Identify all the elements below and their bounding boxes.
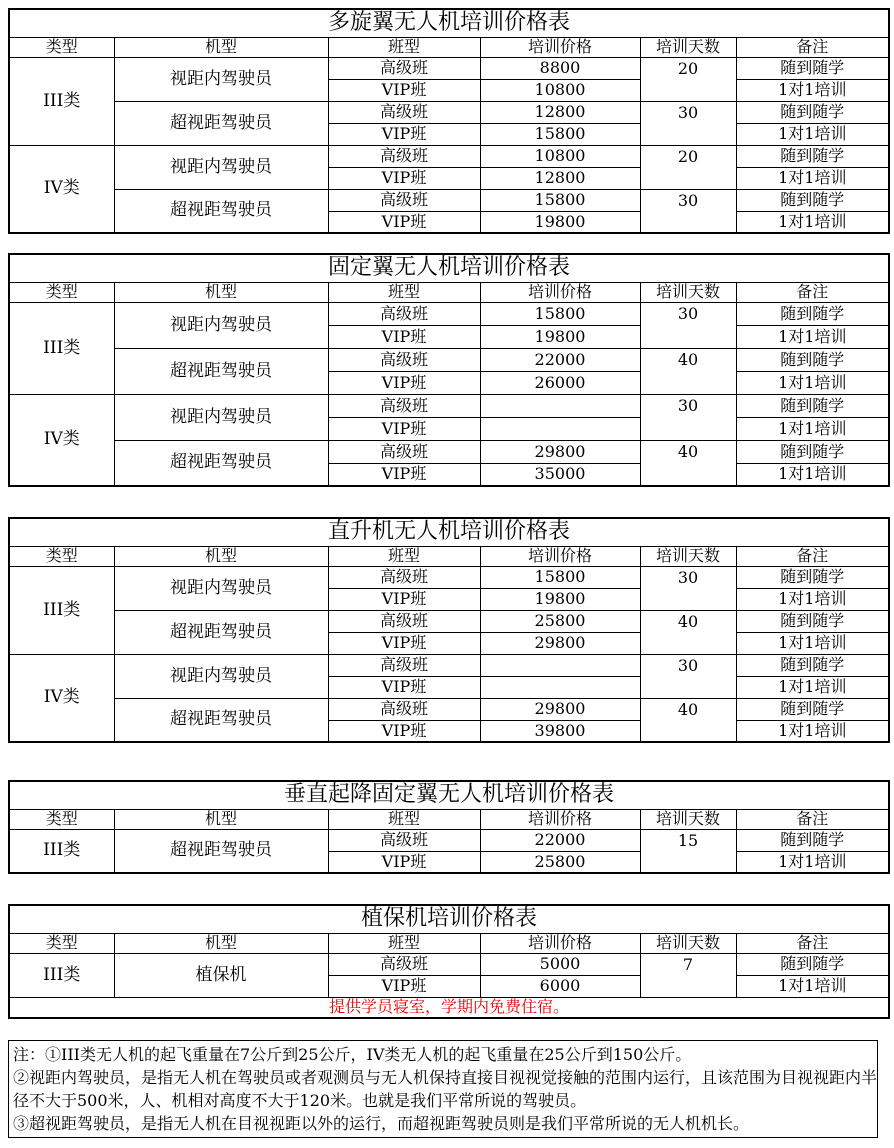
note-cell: 1对1培训	[736, 417, 889, 440]
table-row	[9, 953, 889, 975]
table-row	[9, 348, 889, 371]
note-cell: 随到随学	[736, 610, 889, 632]
price-table-grid	[8, 8, 890, 234]
column-header-class: 班型	[328, 282, 480, 302]
class-cell: 高级班	[328, 101, 480, 123]
table-title: 直升机无人机培训价格表	[9, 518, 889, 546]
table-header-row	[9, 37, 889, 57]
table-row	[9, 394, 889, 417]
class-cell: 高级班	[328, 189, 480, 211]
model-cell: 超视距驾驶员	[114, 189, 328, 233]
price-cell: 12800	[480, 101, 640, 123]
note-cell: 随到随学	[736, 57, 889, 79]
price-cell: 25800	[480, 610, 640, 632]
model-cell: 视距内驾驶员	[114, 566, 328, 610]
note-cell: 随到随学	[736, 101, 889, 123]
days-cell: 40	[640, 610, 736, 654]
column-header-class: 班型	[328, 546, 480, 566]
note-cell: 1对1培训	[736, 463, 889, 486]
price-cell	[480, 654, 640, 676]
column-header-price: 培训价格	[480, 282, 640, 302]
price-cell: 12800	[480, 167, 640, 189]
price-cell: 10800	[480, 79, 640, 101]
days-cell: 40	[640, 440, 736, 486]
note-cell: 1对1培训	[736, 325, 889, 348]
type-cell: III类	[9, 829, 114, 873]
model-cell: 超视距驾驶员	[114, 698, 328, 742]
days-cell: 40	[640, 698, 736, 742]
table-title-row	[9, 518, 889, 546]
price-table-3	[8, 517, 888, 743]
note-cell: 随到随学	[736, 145, 889, 167]
class-cell: 高级班	[328, 348, 480, 371]
days-cell: 30	[640, 302, 736, 348]
note-cell: 1对1培训	[736, 371, 889, 394]
model-cell: 视距内驾驶员	[114, 302, 328, 348]
type-cell: IV类	[9, 394, 114, 486]
note-cell: 随到随学	[736, 654, 889, 676]
days-cell: 7	[640, 953, 736, 997]
column-header-type: 类型	[9, 37, 114, 57]
class-cell: 高级班	[328, 394, 480, 417]
class-cell: VIP班	[328, 371, 480, 394]
table-header-row	[9, 546, 889, 566]
class-cell: VIP班	[328, 975, 480, 997]
column-header-class: 班型	[328, 809, 480, 829]
note-2: ②视距内驾驶员，是指无人机在驾驶员或者观测员与无人机保持直接目视视觉接触的范围内运行，且该范围为目视视距内半径不大于500米，人、机相对高度不大于120米。也就是我们平常所说的驾驶员。	[13, 1068, 878, 1110]
note-cell: 1对1培训	[736, 167, 889, 189]
class-cell: 高级班	[328, 302, 480, 325]
table-title-row	[9, 254, 889, 282]
note-cell: 1对1培训	[736, 123, 889, 145]
table-row	[9, 566, 889, 588]
column-header-class: 班型	[328, 933, 480, 953]
model-cell: 超视距驾驶员	[114, 610, 328, 654]
note-3: ③超视距驾驶员，是指无人机在目视视距以外的运行，而超视距驾驶员则是我们平常所说的无人机机长。	[13, 1114, 750, 1133]
price-cell: 25800	[480, 851, 640, 873]
price-cell	[480, 394, 640, 417]
column-header-price: 培训价格	[480, 809, 640, 829]
price-cell: 6000	[480, 975, 640, 997]
class-cell: 高级班	[328, 566, 480, 588]
column-header-model: 机型	[114, 37, 328, 57]
notice-row	[9, 997, 889, 1018]
price-cell: 29800	[480, 698, 640, 720]
class-cell: VIP班	[328, 588, 480, 610]
price-table-2	[8, 253, 888, 487]
model-cell: 超视距驾驶员	[114, 101, 328, 145]
notes-box	[8, 1040, 878, 1138]
table-header-row	[9, 809, 889, 829]
days-cell: 30	[640, 394, 736, 440]
column-header-price: 培训价格	[480, 546, 640, 566]
class-cell: VIP班	[328, 676, 480, 698]
column-header-note: 备注	[736, 546, 889, 566]
type-cell: III类	[9, 302, 114, 394]
note-cell: 随到随学	[736, 440, 889, 463]
table-header-row	[9, 282, 889, 302]
class-cell: VIP班	[328, 123, 480, 145]
column-header-note: 备注	[736, 37, 889, 57]
type-cell: III类	[9, 57, 114, 145]
note-cell: 随到随学	[736, 394, 889, 417]
table-title: 植保机培训价格表	[9, 905, 889, 933]
price-cell: 15800	[480, 302, 640, 325]
type-cell: III类	[9, 953, 114, 997]
days-cell: 30	[640, 654, 736, 698]
note-cell: 1对1培训	[736, 720, 889, 742]
table-title-row	[9, 905, 889, 933]
table-row	[9, 698, 889, 720]
price-cell: 19800	[480, 211, 640, 233]
note-cell: 1对1培训	[736, 851, 889, 873]
price-cell	[480, 676, 640, 698]
model-cell: 视距内驾驶员	[114, 145, 328, 189]
column-header-price: 培训价格	[480, 933, 640, 953]
type-cell: III类	[9, 566, 114, 654]
table-header-row	[9, 933, 889, 953]
column-header-model: 机型	[114, 933, 328, 953]
table-row	[9, 829, 889, 851]
column-header-note: 备注	[736, 933, 889, 953]
class-cell: VIP班	[328, 325, 480, 348]
price-cell: 5000	[480, 953, 640, 975]
price-cell: 8800	[480, 57, 640, 79]
class-cell: VIP班	[328, 463, 480, 486]
model-cell: 视距内驾驶员	[114, 394, 328, 440]
column-header-days: 培训天数	[640, 809, 736, 829]
class-cell: 高级班	[328, 829, 480, 851]
column-header-price: 培训价格	[480, 37, 640, 57]
price-cell: 19800	[480, 588, 640, 610]
class-cell: 高级班	[328, 698, 480, 720]
class-cell: 高级班	[328, 953, 480, 975]
table-title-row	[9, 781, 889, 809]
price-table-4	[8, 780, 888, 874]
column-header-days: 培训天数	[640, 282, 736, 302]
model-cell: 超视距驾驶员	[114, 348, 328, 394]
class-cell: VIP班	[328, 79, 480, 101]
column-header-note: 备注	[736, 809, 889, 829]
note-cell: 随到随学	[736, 189, 889, 211]
model-cell: 植保机	[114, 953, 328, 997]
class-cell: 高级班	[328, 610, 480, 632]
days-cell: 15	[640, 829, 736, 873]
table-row	[9, 57, 889, 79]
days-cell: 30	[640, 189, 736, 233]
column-header-note: 备注	[736, 282, 889, 302]
days-cell: 30	[640, 566, 736, 610]
table-row	[9, 610, 889, 632]
table-row	[9, 654, 889, 676]
class-cell: 高级班	[328, 57, 480, 79]
price-cell: 22000	[480, 829, 640, 851]
model-cell: 视距内驾驶员	[114, 654, 328, 698]
price-cell: 19800	[480, 325, 640, 348]
table-row	[9, 302, 889, 325]
table-title: 固定翼无人机培训价格表	[9, 254, 889, 282]
price-cell: 29800	[480, 632, 640, 654]
class-cell: 高级班	[328, 654, 480, 676]
days-cell: 40	[640, 348, 736, 394]
class-cell: VIP班	[328, 211, 480, 233]
table-row	[9, 145, 889, 167]
price-table-grid	[8, 517, 890, 743]
note-cell: 随到随学	[736, 698, 889, 720]
column-header-type: 类型	[9, 809, 114, 829]
price-cell: 29800	[480, 440, 640, 463]
column-header-type: 类型	[9, 282, 114, 302]
table-title: 垂直起降固定翼无人机培训价格表	[9, 781, 889, 809]
column-header-days: 培训天数	[640, 546, 736, 566]
table-row	[9, 440, 889, 463]
table-row	[9, 101, 889, 123]
price-table-grid	[8, 780, 890, 874]
type-cell: IV类	[9, 654, 114, 742]
type-cell: IV类	[9, 145, 114, 233]
note-cell: 1对1培训	[736, 588, 889, 610]
price-cell: 15800	[480, 123, 640, 145]
note-cell: 随到随学	[736, 566, 889, 588]
price-table-grid	[8, 253, 890, 487]
price-table-1	[8, 8, 888, 234]
column-header-days: 培训天数	[640, 37, 736, 57]
column-header-type: 类型	[9, 546, 114, 566]
model-cell: 超视距驾驶员	[114, 829, 328, 873]
note-cell: 随到随学	[736, 953, 889, 975]
price-cell: 15800	[480, 189, 640, 211]
column-header-model: 机型	[114, 282, 328, 302]
class-cell: VIP班	[328, 417, 480, 440]
note-cell: 随到随学	[736, 302, 889, 325]
column-header-model: 机型	[114, 546, 328, 566]
accommodation-notice: 提供学员寝室，学期内免费住宿。	[9, 997, 889, 1018]
price-cell	[480, 417, 640, 440]
table-title: 多旋翼无人机培训价格表	[9, 9, 889, 37]
note-cell: 随到随学	[736, 829, 889, 851]
class-cell: VIP班	[328, 632, 480, 654]
note-cell: 1对1培训	[736, 211, 889, 233]
class-cell: 高级班	[328, 145, 480, 167]
table-title-row	[9, 9, 889, 37]
model-cell: 超视距驾驶员	[114, 440, 328, 486]
price-cell: 15800	[480, 566, 640, 588]
note-1: 注：①III类无人机的起飞重量在7公斤到25公斤，IV类无人机的起飞重量在25公斤到150公斤。	[13, 1045, 692, 1064]
note-cell: 1对1培训	[736, 79, 889, 101]
model-cell: 视距内驾驶员	[114, 57, 328, 101]
price-cell: 35000	[480, 463, 640, 486]
note-cell: 随到随学	[736, 348, 889, 371]
price-cell: 39800	[480, 720, 640, 742]
price-cell: 22000	[480, 348, 640, 371]
class-cell: VIP班	[328, 167, 480, 189]
column-header-model: 机型	[114, 809, 328, 829]
column-header-days: 培训天数	[640, 933, 736, 953]
note-cell: 1对1培训	[736, 632, 889, 654]
days-cell: 20	[640, 145, 736, 189]
price-table-grid	[8, 904, 890, 1019]
days-cell: 20	[640, 57, 736, 101]
price-cell: 10800	[480, 145, 640, 167]
days-cell: 30	[640, 101, 736, 145]
price-cell: 26000	[480, 371, 640, 394]
table-row	[9, 189, 889, 211]
note-cell: 1对1培训	[736, 975, 889, 997]
column-header-class: 班型	[328, 37, 480, 57]
class-cell: VIP班	[328, 851, 480, 873]
column-header-type: 类型	[9, 933, 114, 953]
price-table-5	[8, 904, 888, 1019]
class-cell: 高级班	[328, 440, 480, 463]
note-cell: 1对1培训	[736, 676, 889, 698]
class-cell: VIP班	[328, 720, 480, 742]
